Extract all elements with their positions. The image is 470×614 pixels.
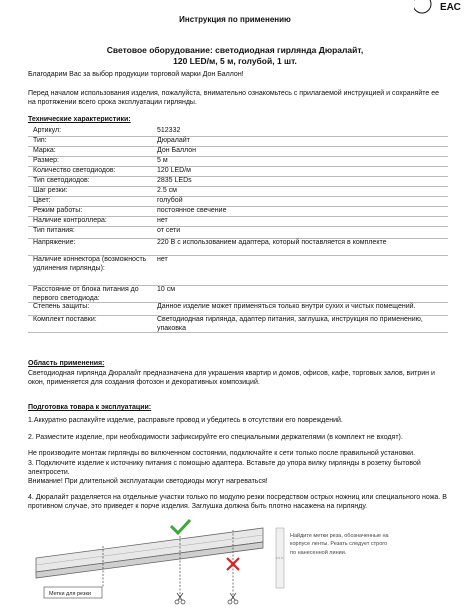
spec-key: Количество светодиодов: xyxy=(33,167,116,174)
cutting-illustration xyxy=(28,518,448,610)
spec-value: 512332 xyxy=(157,127,181,134)
spec-key: Расстояние от блока питания до первого светодиода: xyxy=(33,286,139,302)
spec-value: 5 м xyxy=(157,157,168,164)
spec-value: голубой xyxy=(157,197,183,204)
spec-row xyxy=(28,197,448,207)
spec-row xyxy=(28,207,448,217)
spec-value: Дюралайт xyxy=(157,137,190,144)
illustration-note: Найдите метки реза, обозначенные на корпусе ленты. Резать следует строго по нанесенной линии. xyxy=(290,533,389,556)
spec-value: Дон Баллон xyxy=(157,147,197,154)
spec-key: Режим работы: xyxy=(33,207,83,214)
duralight-tube xyxy=(36,528,263,578)
spec-row xyxy=(28,147,448,157)
info-panel xyxy=(276,528,284,588)
eac-mark: ЕАС xyxy=(440,2,461,13)
spec-key: Тип светодиодов: xyxy=(33,177,90,184)
preparation-step4: 4. Дюралайт разделяется на отдельные участки только по модулю резки посредством острых ножниц или специального ножа. В противном случае, это приведет к порче изделия. Заглушка должна быть плотно насажена на гирлянду. xyxy=(28,494,447,510)
scissors-icon xyxy=(175,593,185,604)
spec-value: от сети xyxy=(157,227,181,234)
preparation-step1: 1.Аккуратно распакуйте изделие, расправьте провод и убедитесь в отсутствии его повреждений. xyxy=(28,417,343,424)
spec-value: нет xyxy=(157,256,168,263)
intro-thanks: Благодарим Вас за выбор продукции торговой марки Дон Баллон! xyxy=(28,71,244,78)
preparation-step3: 3. Подключите изделие к источнику питания с помощью адаптера. Вставьте до упора вилку гирлянды в розетку бытовой электросети. xyxy=(28,460,421,476)
spec-row xyxy=(28,217,448,227)
globe-icon xyxy=(414,0,431,13)
spec-row xyxy=(28,177,448,187)
spec-row xyxy=(28,157,448,167)
spec-row xyxy=(28,187,448,197)
document-title-line1: Световое оборудование: светодиодная гирлянда Дюралайт, xyxy=(106,45,364,55)
spec-value: 120 LED/м xyxy=(157,167,191,174)
check-mark-icon xyxy=(171,520,190,533)
preparation-heading: Подготовка товара к эксплуатации: xyxy=(28,404,152,411)
spec-key: Наличие контроллера: xyxy=(33,217,107,224)
spec-key: Марка: xyxy=(33,147,56,154)
spec-key: Наличие коннектора (возможность удлинения гирлянды): xyxy=(33,256,147,272)
spec-key: Тип: xyxy=(33,137,47,144)
row-separator xyxy=(28,332,448,333)
preparation-note2: Внимание! При длительной эксплуатации светодиоды могут нагреваться! xyxy=(28,478,268,485)
spec-row xyxy=(28,167,448,177)
application-text: Светодиодная гирлянда Дюралайт предназначена для украшения квартир и домов, офисов, кафе, торговых залов, витрин и окон, применяется для создания фотозон и декоративных композиций. xyxy=(28,370,435,386)
spec-value: 220 В с использованием адаптера, который поставляется в комплекте xyxy=(157,239,387,246)
spec-key: Комплект поставки: xyxy=(33,316,97,323)
document-title xyxy=(60,45,410,68)
spec-row xyxy=(28,303,448,316)
spec-value: постоянное свечение xyxy=(157,207,227,214)
spec-row xyxy=(28,256,448,286)
spec-key: Тип питания: xyxy=(33,227,75,234)
spec-value: 10 см xyxy=(157,286,176,293)
spec-key: Напряжение: xyxy=(33,239,76,246)
certification-logo xyxy=(414,0,464,14)
specs-table xyxy=(28,127,448,333)
preparation-step2: 2. Разместите изделие, при необходимости зафиксируйте его специальными держателями (в комплект не входят). xyxy=(28,434,403,441)
specs-heading: Технические характеристики: xyxy=(28,116,131,123)
header-title: Инструкция по применению xyxy=(179,15,291,24)
application-heading: Область применения: xyxy=(28,360,105,367)
intro-notice: Перед началом использования изделия, пожалуйста, внимательно ознакомьтесь с прилагаемой инструкцией и сохраняйте ее на протяжении всего срока эксплуатации гирлянды. xyxy=(28,90,440,106)
spec-key: Артикул: xyxy=(33,127,62,134)
spec-key: Размер: xyxy=(33,157,60,164)
document-title-line2: 120 LED/м, 5 м, голубой, 1 шт. xyxy=(173,56,297,67)
spec-value: 2.5 см xyxy=(157,187,177,194)
spec-key: Цвет: xyxy=(33,197,51,204)
cut-label-box xyxy=(44,587,102,598)
spec-value: Данное изделие может применяться только внутри сухих и чистых помещений. xyxy=(157,303,416,310)
spec-row xyxy=(28,127,448,137)
spec-key: Шаг резки: xyxy=(33,187,68,194)
spec-row xyxy=(28,316,448,333)
spec-row xyxy=(28,227,448,239)
spec-value: нет xyxy=(157,217,168,224)
spec-key: Степень защиты: xyxy=(33,303,90,310)
spec-row xyxy=(28,137,448,147)
cut-label: Метки для резки xyxy=(49,591,91,597)
spec-row xyxy=(28,286,448,303)
spec-value: Светодиодная гирлянда, адаптер питания, заглушка, инструкция по применению, упаковка xyxy=(157,316,423,332)
preparation-note1: Не производите монтаж гирлянды во включенном состоянии, подключайте к сети только после правильной установки. xyxy=(28,450,416,457)
spec-value: 2835 LEDs xyxy=(157,177,192,184)
spec-row xyxy=(28,239,448,256)
